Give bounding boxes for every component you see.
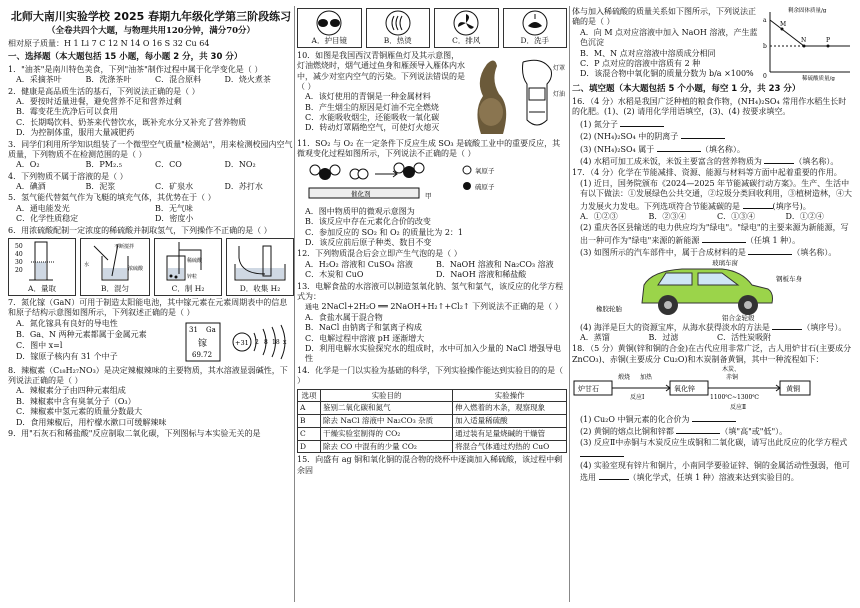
answer-blank[interactable] bbox=[772, 321, 802, 330]
section-heading: 一、选择题（本大题包括 15 小题，每小题 2 分，共 30 分） bbox=[8, 51, 243, 62]
question-5-options bbox=[16, 204, 294, 225]
table-row: C 干燥实验室制得的 CO₂ 通过装有足量烧碱的干燥管 bbox=[298, 427, 567, 440]
option-b: B．霉变花生洗净后可以食用 bbox=[16, 107, 118, 117]
svg-text:硫原子: 硫原子 bbox=[475, 182, 495, 191]
flask-icon bbox=[157, 240, 219, 284]
svg-text:31: 31 bbox=[189, 325, 198, 334]
svg-text:铝合金轮毂: 铝合金轮毂 bbox=[722, 313, 755, 321]
svg-text:20: 20 bbox=[15, 267, 23, 275]
svg-text:M: M bbox=[780, 21, 787, 28]
option-a: A．碘酒 bbox=[16, 182, 46, 192]
answer-blank[interactable] bbox=[580, 448, 624, 457]
option-d: D．苏打水 bbox=[224, 182, 263, 192]
question-3-options bbox=[16, 160, 294, 170]
table-header: 选项 实验目的 实验操作 bbox=[298, 389, 567, 402]
option-d: D．该混合物中氧化铜的质量分数为 b/a ×100% bbox=[580, 69, 754, 79]
option-a: A．食盐水属于混合物 bbox=[305, 312, 383, 322]
option-b: B．PM₂.₅ bbox=[85, 160, 122, 170]
svg-text:灯油: 灯油 bbox=[553, 90, 566, 98]
option-a: A．图中物质甲的微观示意图为 bbox=[305, 206, 415, 216]
question-3: 3．同学们利用所学知识组装了一个微型空气质量"检测站"，用来检测校园内空气质量，下列物质不在检测范围的是（ ） bbox=[8, 139, 293, 159]
figure-caption: C．制 H₂ bbox=[171, 284, 205, 294]
graduated-cylinder-icon bbox=[11, 240, 73, 284]
question-18: 18．（5 分）黄铜(锌和铜的合金)在古代应用非常广泛，古人用炉甘石(主要成分 ZnCO₃)、赤铜(主要成分 Cu₂O)和木炭制备黄铜，其中一种流程如下： bbox=[572, 344, 852, 364]
svg-text:P: P bbox=[826, 37, 831, 44]
svg-text:+31: +31 bbox=[235, 338, 249, 347]
question-15: 15．向盛有 ag 铜和氧化铜的混合物的烧杯中逐滴加入稀硫酸，该过程中剩余固 bbox=[297, 455, 563, 475]
option-c: C．长期喝饮料、奶茶来代替饮水，既补充水分又补充了营养物质 bbox=[16, 117, 247, 127]
svg-text:40: 40 bbox=[15, 251, 23, 259]
question-2-options bbox=[16, 97, 294, 139]
question-1-options bbox=[16, 75, 294, 85]
option-c: C．P 点对应的溶液中溶质有 2 种 bbox=[580, 58, 701, 68]
option-c: C．参加反应的 SO₂ 和 O₂ 的质量比为 2：1 bbox=[305, 227, 464, 237]
answer-blank[interactable] bbox=[657, 143, 701, 152]
svg-text:氧化锌: 氧化锌 bbox=[674, 385, 695, 394]
option-d: D．该反应前后原子种类、数目不变 bbox=[305, 238, 432, 248]
svg-text:1100℃~1300℃: 1100℃~1300℃ bbox=[710, 394, 759, 402]
answer-blank[interactable] bbox=[620, 118, 664, 127]
option-d: D．食用辣椒后，用柠檬水漱口可缓解辣味 bbox=[16, 417, 167, 427]
ventilation-figure: C．排风 bbox=[434, 8, 499, 48]
question-8-options bbox=[16, 386, 294, 428]
svg-text:Ga: Ga bbox=[206, 325, 216, 334]
wash-hands-icon bbox=[515, 10, 555, 36]
figure-mixing bbox=[80, 238, 150, 296]
column-3: 体与加入稀硫酸的质量关系如下图所示，下列说法正确的是（ ） A．向 M 点对应溶液中加入 NaOH 溶液，产生蓝色沉淀 B．M、N 点对应溶液中溶质成分相同 C．P 点对应的溶液中溶质有 2 种 D．该混合物中氧化铜的质量分数为 b/a ×100% M N P a b 0 剩余固体质量/g 稀硫酸质量/g 二、填空题（本大题包括 5 个小题，每空 1 分，共 23 分） 16．（4 分）水稻是我国广泛种植的粮食作物，(NH₄)₂SO₄ 常用作水稻生长时的化肥。(1)、(2) 请用化学用语填空，(3)、(4) 按要求填空。 (1) 氮分子 (2) (NH₄)₂SO₄ 中的阴离子 (3) (NH₄)₂SO₄ 属于 （填名称）。 (4) 水稻可加工成米饭，米饭主要富含的营养物质为 （填名称）。 17．（4 分）化学在节能减排、资源、能源与材料等方面中起着重要的作用。 (1) 近日，国务院颁布《2024—2025 年节能减碳行动方案》。生产、生活中有以下做法：①发展绿色公共交通，②垃圾分类回收利用，③植树造林，④大力发展火力发电。下列选项符合节能减碳的是 (填序号)。 A．①②③ B．②③④ C．①③④ D．①②④ (2) 重庆各区县输送的电力供应均为"绿电"。"绿电"的主要来源为新能源，写出一种可作为"绿电"来源的新能源 （任填 1 种）。 (3) 如图所示的汽车部件中，属于合成材料的是 （填名称）。 玻璃车窗 钢板车身 橡胶轮胎 铝合金轮毂 (4) 海洋是巨大的资源宝库，从海水获得淡水的方法是 （填序号）。 A．蒸馏 B．过滤 C．活性炭吸附 18．（5 分）黄铜(锌和铜的合金)在古代应用非常广泛，古人用炉甘石(主要成分 ZnCO₃)、赤铜(主要成分 Cu₂O)和木炭制备黄铜，其中一种流程如下： 炉甘石 煅烧 加热 反应Ⅰ 氧化锌 木炭、 赤铜 1100℃~1300℃ 反应Ⅱ 黄铜 (1) Cu₂O 中铜元素的化合价为 (2) 黄铜的熔点比铜和锌都 （填"高"或"低"）。 (3) 反应Ⅱ中赤铜与木炭反应生成铜和二氧化碳，请写出此反应的化学方程式 (4) 实验室现有锌片和铜片，小南同学要验证锌、铜的金属活动性强弱，他可选用 （填化学式，任填 1 种）溶液来达到实验目的。 bbox=[572, 7, 852, 483]
column-1 bbox=[8, 6, 294, 602]
goose-fish-lamp-figure bbox=[467, 50, 567, 138]
option-a: A．通电能发光 bbox=[16, 203, 70, 213]
option-b: B．产生烟尘的原因是灯油不完全燃烧 bbox=[305, 102, 439, 112]
answer-blank[interactable] bbox=[681, 130, 725, 139]
option-a: A．向 M 点对应溶液中加入 NaOH 溶液，产生蓝色沉淀 bbox=[580, 27, 758, 48]
hot-icon bbox=[378, 10, 418, 36]
svg-text:锌粒: 锌粒 bbox=[187, 274, 198, 281]
option-c: C．CO bbox=[155, 160, 182, 170]
question-14-table bbox=[297, 389, 567, 454]
svg-text:b: b bbox=[763, 43, 767, 50]
so2-reaction-diagram bbox=[297, 160, 557, 204]
question-10: 10．如图是我国西汉青铜雁鱼灯及其示意图，灯油燃烧时，烟气通过鱼身和雁颈导入雁体内水中，减少对室内空气的污染。下列说法错误的是（ ） bbox=[297, 50, 465, 91]
option-b: B．无气味 bbox=[155, 203, 193, 213]
option-b: B．Ga、N 两种元素都属于金属元素 bbox=[16, 329, 147, 339]
figure-caption: A．量取 bbox=[28, 284, 56, 294]
question-17-options: A．①②③ B．②③④ C．①③④ D．①②④ bbox=[580, 211, 824, 221]
svg-text:x: x bbox=[283, 338, 287, 346]
question-17: 17．（4 分）化学在节能减排、资源、能源与材料等方面中起着重要的作用。 bbox=[572, 168, 842, 178]
question-13: 13．电解食盐的水溶液可以制造氢氧化钠、氢气和氯气，该反应的化学方程式为： bbox=[297, 281, 564, 302]
svg-text:a: a bbox=[763, 17, 767, 24]
answer-blank[interactable] bbox=[676, 425, 720, 434]
svg-text:50: 50 bbox=[15, 243, 23, 251]
svg-text:黄铜: 黄铜 bbox=[786, 385, 800, 394]
figure-caption: B．混匀 bbox=[100, 284, 129, 294]
answer-blank[interactable] bbox=[743, 200, 773, 209]
goggles-figure: A．护目镜 bbox=[297, 8, 362, 48]
svg-text:浓硫酸: 浓硫酸 bbox=[128, 266, 144, 273]
question-15-continued: 体与加入稀硫酸的质量关系如下图所示，下列说法正确的是（ ） bbox=[572, 7, 756, 27]
option-b: B．洗涤茶叶 bbox=[85, 75, 132, 85]
option-c: C．矿泉水 bbox=[155, 182, 194, 192]
option-b: B．该反应中存在元素化合价的改变 bbox=[305, 217, 431, 227]
question-11: 11．SO₂ 与 O₂ 在一定条件下反应生成 SO₃ 是硫酸工业中的重要反应，其微观变化过程如图所示，下列说法不正确的是（ ） bbox=[297, 138, 561, 159]
table-row: B 除去 NaCl 溶液中 Na₂CO₃ 杂质 加入适量稀硫酸 bbox=[298, 415, 567, 428]
question-16: 16．（4 分）水稻是我国广泛种植的粮食作物，(NH₄)₂SO₄ 常用作水稻生长时的化肥。(1)、(2) 请用化学用语填空，(3)、(4) 按要求填空。 bbox=[572, 97, 847, 117]
option-c: C．水能吸收烟尘，还能吸收一氧化碳 bbox=[305, 113, 440, 123]
page-subtitle: （全卷共四个大题，与物理共用120分钟，满分70分） bbox=[46, 26, 256, 37]
question-1: 1．"油茶"是南川特色美食，下列"油茶"制作过程中属于化学变化是（ ） bbox=[8, 64, 263, 74]
svg-text:氧原子: 氧原子 bbox=[475, 166, 495, 175]
question-8: 8．辣椒素（C₁₈H₂₇NO₃）是决定辣椒辣味的主要物质，其水溶液显弱碱性，下列说法正确的是（ ） bbox=[8, 365, 288, 385]
answer-blank[interactable] bbox=[692, 413, 736, 422]
equation-text: 2NaCl+2H₂O ══ 2NaOH+H₂↑+Cl₂↑ bbox=[321, 302, 470, 312]
answer-blank[interactable] bbox=[702, 234, 746, 243]
option-c: C．辣椒素中氢元素的质量分数最大 bbox=[16, 407, 143, 417]
question-15-options bbox=[580, 28, 758, 80]
column-2 bbox=[297, 6, 567, 602]
svg-text:镓: 镓 bbox=[198, 338, 208, 349]
question-7-options bbox=[16, 319, 184, 364]
table-row: D 除去 CO 中混有的少量 CO₂ 将混合气体通过灼热的 CuO bbox=[298, 440, 567, 453]
column-divider bbox=[569, 6, 570, 602]
svg-text:0: 0 bbox=[763, 73, 767, 80]
svg-text:钢板车身: 钢板车身 bbox=[776, 274, 802, 283]
question-2: 2．健康是高品质生活的基石，下列说法正确的是（ ） bbox=[8, 86, 200, 96]
svg-text:反应Ⅰ: 反应Ⅰ bbox=[630, 394, 645, 402]
option-c: C．化学性质稳定 bbox=[16, 214, 79, 224]
column-divider bbox=[294, 6, 295, 602]
svg-text:玻璃车窗: 玻璃车窗 bbox=[712, 258, 738, 267]
option-d: D．利用电解水实验探究水的组成时，水中可加入少量的 NaCl 增强导电性 bbox=[305, 344, 561, 364]
question-5: 5．氢气能代替氦气作为飞艇的填充气体，其优势在于（ ） bbox=[8, 193, 216, 203]
svg-text:剩余固体质量/g: 剩余固体质量/g bbox=[788, 8, 827, 14]
svg-text:反应Ⅱ: 反应Ⅱ bbox=[730, 404, 747, 412]
goggles-icon bbox=[309, 10, 349, 36]
atomic-masses: 相对原子质量：H 1 Li 7 C 12 N 14 O 16 S 32 Cu 64 bbox=[8, 39, 210, 49]
equation-tail: 下列说法不正确的是（ ） bbox=[472, 302, 563, 312]
fan-icon bbox=[446, 10, 486, 36]
gallium-element-figure bbox=[184, 319, 294, 365]
option-a: A．氮化镓具有良好的导电性 bbox=[16, 318, 118, 328]
question-11-options bbox=[305, 207, 567, 249]
option-c: C．电解过程中溶液 pH 逐渐增大 bbox=[305, 333, 425, 343]
svg-text:橡胶轮胎: 橡胶轮胎 bbox=[596, 304, 622, 313]
table-row: A 鉴别二氧化碳和氮气 伸入燃着的木条，观察现象 bbox=[298, 402, 567, 415]
svg-text:69.72: 69.72 bbox=[192, 350, 213, 359]
svg-text:甲: 甲 bbox=[425, 191, 432, 200]
answer-blank[interactable] bbox=[599, 471, 629, 480]
svg-text:催化剂: 催化剂 bbox=[351, 189, 371, 198]
svg-text:水: 水 bbox=[84, 262, 90, 269]
wash-hands-figure: D．洗手 bbox=[503, 8, 568, 48]
hot-figure: B．热烫 bbox=[366, 8, 431, 48]
gas-collection-icon bbox=[229, 240, 291, 284]
option-d: D．烧火煮茶 bbox=[224, 75, 271, 85]
question-17-4-options: A．蒸馏 B．过滤 C．活性炭吸附 bbox=[580, 332, 772, 342]
option-b: B．NaCl 由钠离子和氯离子构成 bbox=[305, 323, 422, 333]
answer-blank[interactable] bbox=[764, 155, 794, 164]
option-c: C．图中 x=l bbox=[16, 341, 63, 351]
option-b: B．泥浆 bbox=[85, 182, 116, 192]
svg-text:18: 18 bbox=[272, 338, 280, 346]
svg-text:不断搅拌: 不断搅拌 bbox=[114, 244, 135, 251]
svg-text:稀硫酸: 稀硫酸 bbox=[187, 258, 203, 265]
option-d: D．为控制体重，服用大量减肥药 bbox=[16, 128, 135, 138]
option-d: D．NaOH 溶液和稀盐酸 bbox=[436, 270, 527, 280]
option-a: A．O₂ bbox=[16, 160, 40, 170]
question-14: 14．化学是一门以实验为基础的科学，下列实验操作能达到实验目的的是（ ） bbox=[297, 365, 564, 386]
figure-h2-collection bbox=[226, 238, 294, 296]
option-a: A．辣椒素分子由四种元素组成 bbox=[16, 386, 126, 396]
option-a: A．H₂O₂ 溶液和 CuSO₄ 溶液 bbox=[305, 259, 413, 269]
svg-text:2: 2 bbox=[255, 338, 259, 346]
svg-text:炉甘石: 炉甘石 bbox=[578, 385, 599, 394]
option-b: B．辣椒素中含有臭氧分子（O₃） bbox=[16, 396, 136, 406]
beaker-stirring-icon bbox=[82, 240, 148, 284]
option-c: C．木炭和 CuO bbox=[305, 270, 364, 280]
page-title: 北师大南川实验学校 2025 春期九年级化学第三阶段练习 bbox=[10, 10, 292, 23]
question-4: 4．下列物质不属于溶液的是（ ） bbox=[8, 171, 128, 181]
figure-caption: D．收集 H₂ bbox=[239, 284, 281, 294]
svg-text:木炭、: 木炭、 bbox=[722, 366, 741, 374]
svg-text:N: N bbox=[801, 37, 807, 44]
option-b: B．NaOH 溶液和 Na₂CO₃ 溶液 bbox=[436, 259, 554, 269]
option-c: C．混合原料 bbox=[155, 75, 202, 85]
svg-text:30: 30 bbox=[15, 259, 23, 267]
svg-text:灯罩: 灯罩 bbox=[553, 64, 566, 72]
option-d: D．镓原子核内有 31 个中子 bbox=[16, 352, 118, 362]
question-4-options bbox=[16, 182, 294, 192]
svg-text:8: 8 bbox=[264, 338, 268, 346]
option-a: A．采摘茶叶 bbox=[16, 75, 62, 85]
section-2-heading: 二、填空题（本大题包括 5 个小题，每空 1 分，共 23 分） bbox=[572, 84, 801, 94]
figure-h2-generation bbox=[154, 238, 222, 296]
question-12: 12．下列物质混合后会立即产生气泡的是（ ） bbox=[297, 249, 462, 259]
option-a: A．要按时适量进餐，避免营养不足和营养过剩 bbox=[16, 96, 182, 106]
chemical-equation bbox=[305, 302, 567, 312]
car-figure bbox=[592, 259, 822, 321]
svg-text:加热: 加热 bbox=[640, 374, 653, 382]
question-6: 6．用浓硫酸配制一定浓度的稀硫酸并制取氢气，下列操作不正确的是（ ） bbox=[8, 225, 272, 235]
question-12-options bbox=[305, 260, 567, 281]
svg-text:稀硫酸质量/g: 稀硫酸质量/g bbox=[802, 76, 835, 82]
option-d: D．密度小 bbox=[155, 214, 194, 224]
svg-text:赤铜: 赤铜 bbox=[726, 374, 739, 382]
option-a: A．该灯使用的青铜是一种金属材料 bbox=[305, 92, 431, 102]
question-9: 9．用"石灰石和稀盐酸"反应制取二氧化碳，下列图标与本实验无关的是 bbox=[8, 428, 261, 438]
option-d: D．转动灯罩隔绝空气，可使灯火熄灭 bbox=[305, 123, 440, 133]
option-b: B．M、N 点对应溶液中溶质成分相同 bbox=[580, 48, 716, 58]
figure-graduated-cylinder bbox=[8, 238, 76, 296]
question-13-options bbox=[305, 313, 567, 365]
question-10-options bbox=[305, 92, 467, 134]
question-7: 7．氮化镓（GaN）可用于制造太阳能电池，其中镓元素在元素周期表中的信息和原子结构示意图如图所示，下列叙述正确的是（ ） bbox=[8, 297, 288, 318]
question-6-figures bbox=[8, 238, 294, 296]
svg-text:煅烧: 煅烧 bbox=[618, 374, 631, 382]
answer-blank[interactable] bbox=[748, 246, 792, 255]
mass-graph bbox=[758, 6, 854, 82]
equation-condition: 通电 bbox=[305, 303, 319, 312]
option-d: D．NO₂ bbox=[224, 160, 256, 170]
question-9-icons bbox=[297, 8, 567, 48]
brass-flow-diagram bbox=[572, 365, 842, 413]
